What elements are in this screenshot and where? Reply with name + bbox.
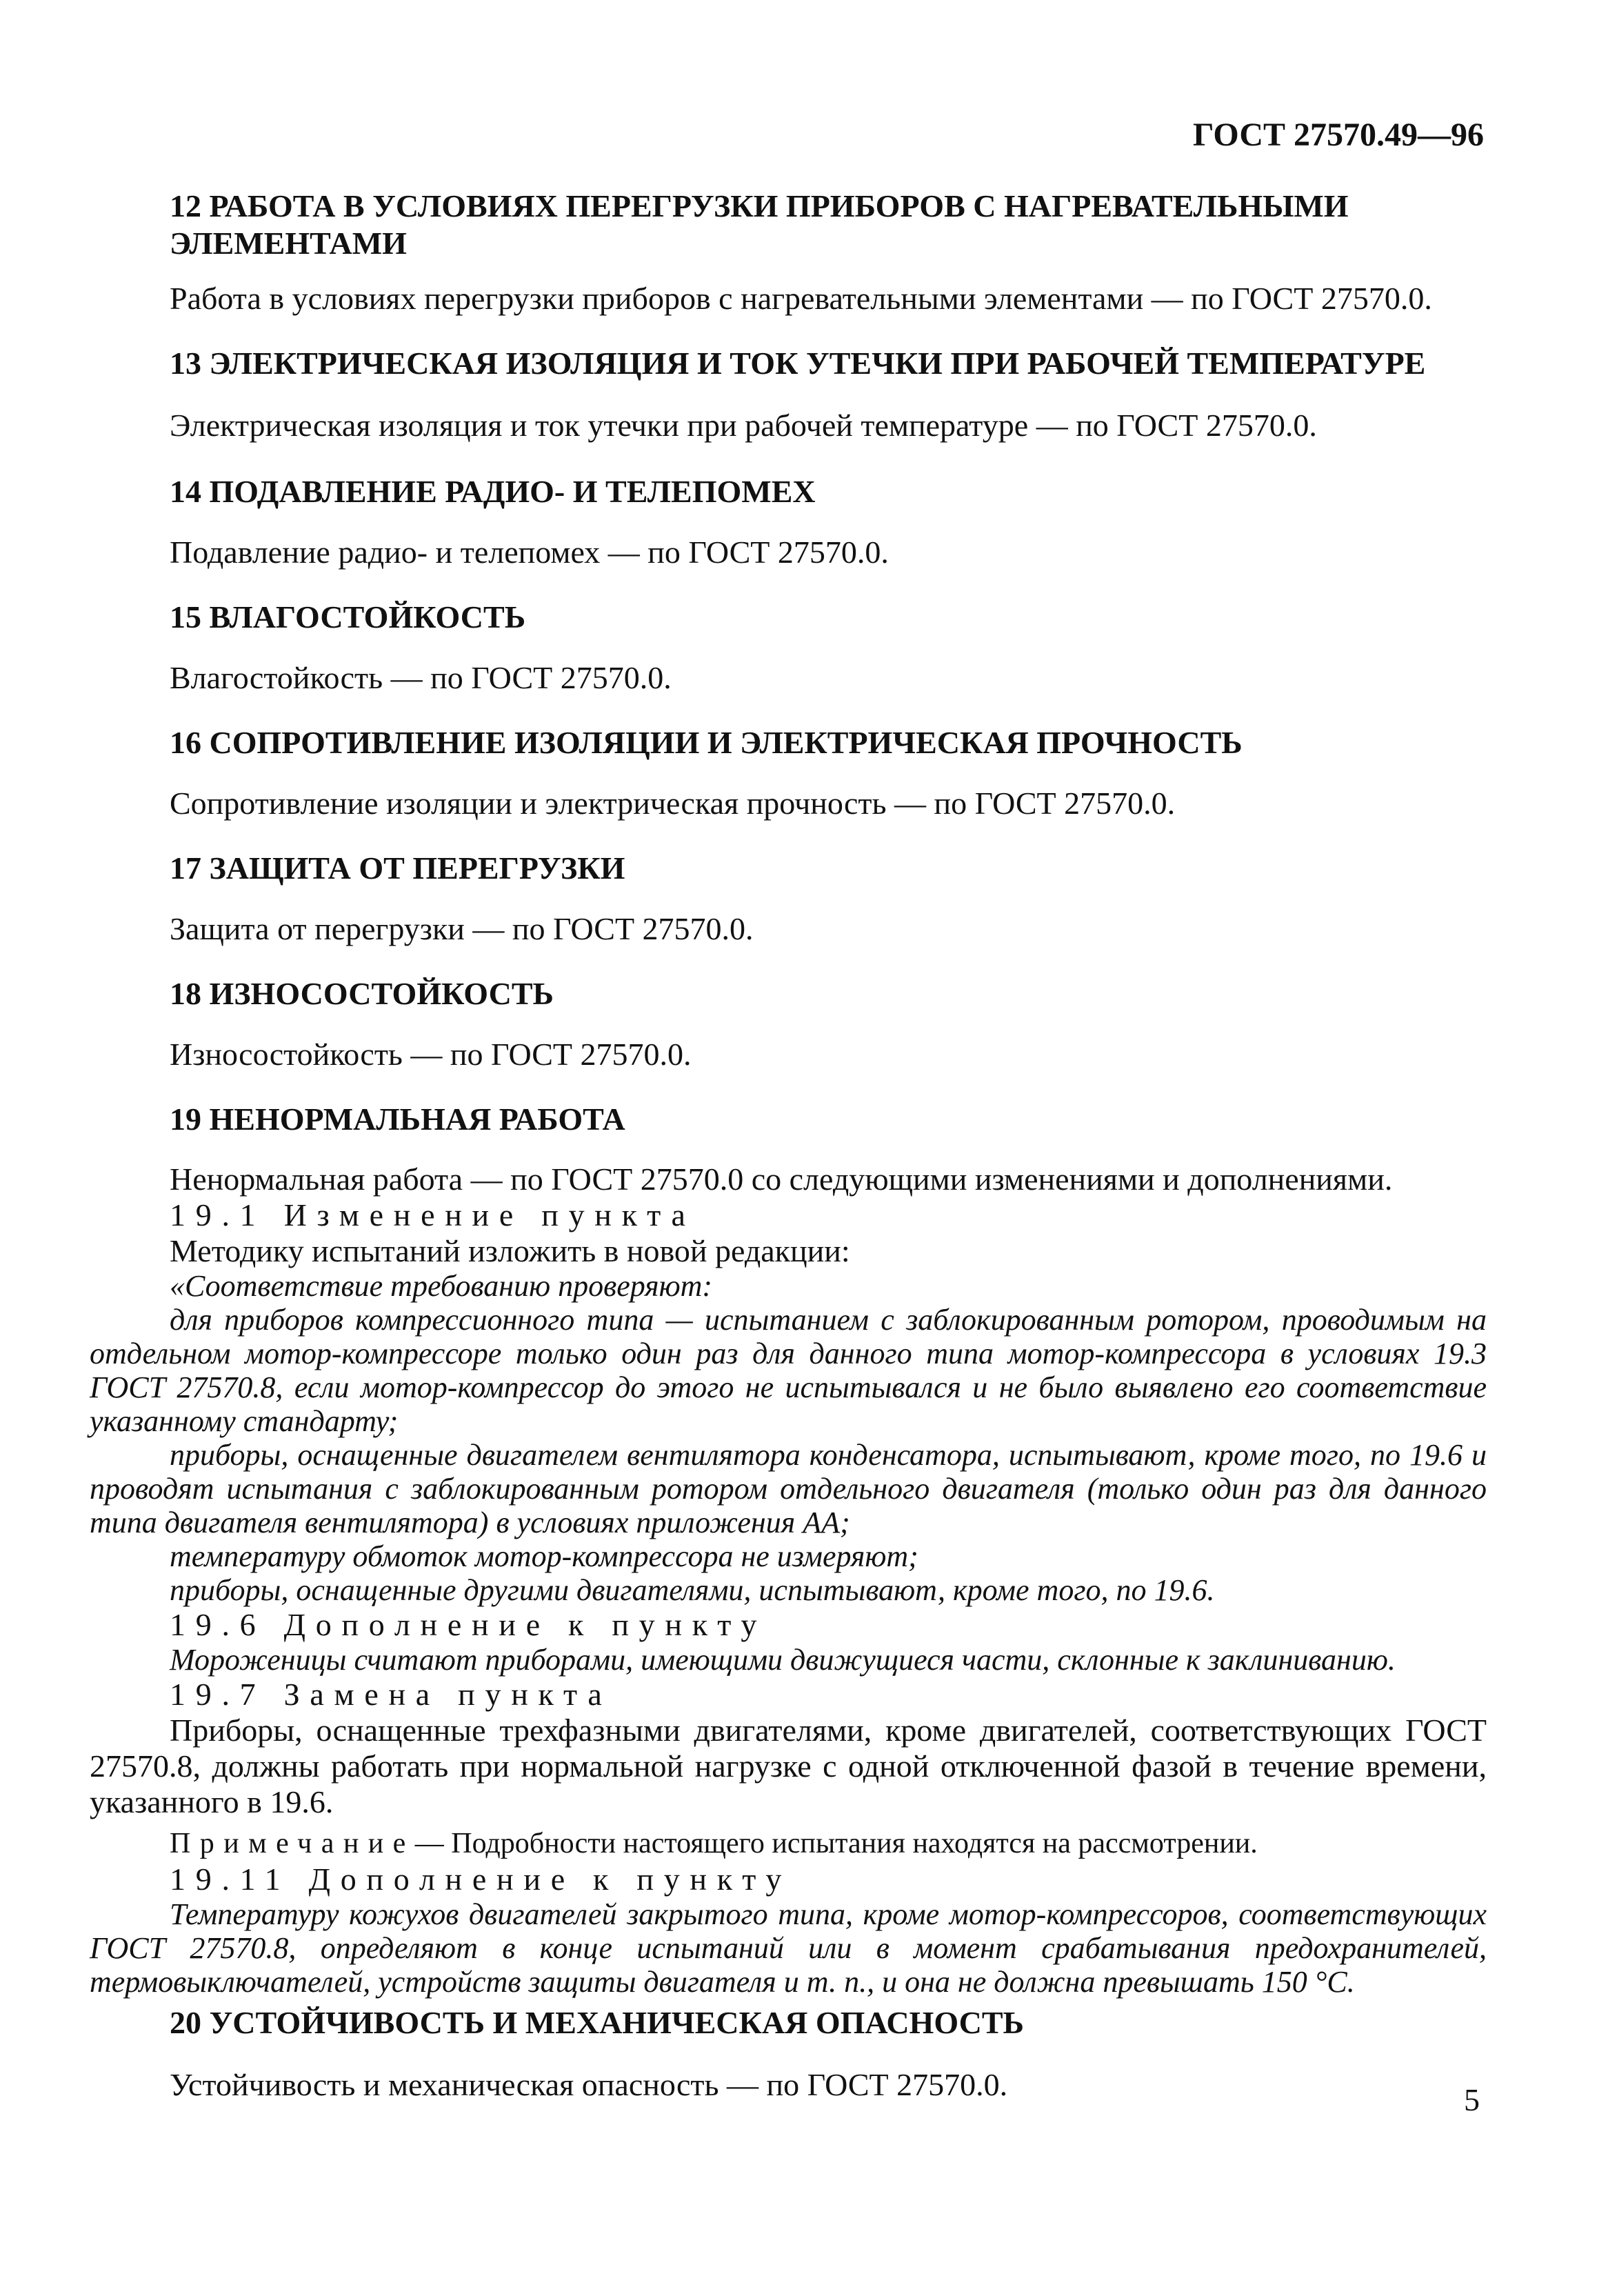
section-15-body: [170, 659, 1487, 697]
section-14-title: 14 ПОДАВЛЕНИЕ РАДИО- И ТЕЛЕПОМЕХ: [170, 474, 816, 509]
section-12: [170, 188, 1487, 262]
clause-19-1-quote-open: «Соответствие требованию проверяют:: [170, 1269, 713, 1303]
section-14: [170, 473, 1487, 510]
section-18: [170, 975, 1487, 1012]
section-20-text: Устойчивость и механическая опасность — по ГОСТ 27570.0.: [170, 2067, 1008, 2102]
section-20-title: 20 УСТОЙЧИВОСТЬ И МЕХАНИЧЕСКАЯ ОПАСНОСТЬ: [170, 2005, 1024, 2040]
section-12-title-line2: ЭЛЕМЕНТАМИ: [170, 226, 407, 261]
clause-19-7-label: 19.7 Замена пункта: [170, 1677, 612, 1712]
section-13-text: Электрическая изоляция и ток утечки при рабочей температуре — по ГОСТ 27570.0.: [170, 408, 1317, 443]
section-12-text: Работа в условиях перегрузки приборов с нагревательными элементами — по ГОСТ 27570.0.: [170, 281, 1432, 316]
section-16-title: 16 СОПРОТИВЛЕНИЕ ИЗОЛЯЦИИ И ЭЛЕКТРИЧЕСКАЯ ПРОЧНОСТЬ: [170, 725, 1243, 760]
clause-19-6-text: Мороженицы считают приборами, имеющими движущиеся части, склонные к заклиниванию.: [170, 1643, 1396, 1677]
section-17: [170, 850, 1487, 887]
clause-19-7-text: Приборы, оснащенные трехфазными двигателями, кроме двигателей, соответствующих ГОСТ 27570.8, должны работать при нормальной нагрузке с одной отключенной фазой в течение времени, указанного в 19.6.: [90, 1713, 1487, 1819]
note: [90, 1826, 1487, 1861]
section-20-body: [170, 2066, 1487, 2104]
section-19: [170, 1101, 1487, 1138]
section-19-intro: Ненормальная работа — по ГОСТ 27570.0 со следующими изменениями и дополнениями.: [170, 1161, 1393, 1197]
section-14-text: Подавление радио- и телепомех — по ГОСТ 27570.0.: [170, 535, 889, 570]
note-text: — Подробности настоящего испытания находятся на рассмотрении.: [414, 1828, 1258, 1859]
section-17-text: Защита от перегрузки — по ГОСТ 27570.0.: [170, 911, 754, 946]
section-18-body: [170, 1036, 1487, 1073]
section-18-text: Износостойкость — по ГОСТ 27570.0.: [170, 1037, 692, 1072]
section-13-body: [170, 407, 1487, 444]
page-number: 5: [1464, 2082, 1480, 2117]
clause-19-1-para-2: приборы, оснащенные двигателем вентилятора конденсатора, испытывают, кроме того, по 19.6 и проводят испытания с заблокированным ротором отдельного двигателя (только один раз для данного типа двигателя вентилятора) в условиях приложения АА;: [90, 1438, 1487, 1539]
section-15-title: 15 ВЛАГОСТОЙКОСТЬ: [170, 599, 526, 635]
section-16-text: Сопротивление изоляции и электрическая прочность — по ГОСТ 27570.0.: [170, 786, 1176, 821]
clause-19-1-para-3: температуру обмоток мотор-компрессора не измеряют;: [170, 1539, 918, 1573]
clause-19-11-label: 19.11 Дополнение к пункту: [170, 1861, 792, 1897]
section-16: [170, 724, 1487, 761]
section-12-body: [170, 280, 1487, 317]
clause-19-1-method: Методику испытаний изложить в новой редакции:: [170, 1233, 850, 1268]
section-15-text: Влагостойкость — по ГОСТ 27570.0.: [170, 660, 672, 695]
section-14-body: [170, 534, 1487, 571]
section-17-title: 17 ЗАЩИТА ОТ ПЕРЕГРУЗКИ: [170, 850, 625, 886]
section-19-title: 19 НЕНОРМАЛЬНАЯ РАБОТА: [170, 1101, 625, 1137]
clause-19-1-label: 19.1 Изменение пункта: [170, 1197, 696, 1232]
section-13-title: 13 ЭЛЕКТРИЧЕСКАЯ ИЗОЛЯЦИЯ И ТОК УТЕЧКИ ПРИ РАБОЧЕЙ ТЕМПЕРАТУРЕ: [170, 346, 1426, 381]
section-12-title-line1: 12 РАБОТА В УСЛОВИЯХ ПЕРЕГРУЗКИ ПРИБОРОВ С НАГРЕВАТЕЛЬНЫМИ: [170, 188, 1349, 223]
note-label: Примечание: [170, 1828, 415, 1859]
section-17-body: [170, 910, 1487, 948]
section-19-body: [90, 1161, 1487, 1999]
clause-19-6-label: 19.6 Дополнение к пункту: [170, 1607, 767, 1642]
section-13: [170, 345, 1487, 382]
clause-19-11-text: Температуру кожухов двигателей закрытого типа, кроме мотор-компрессоров, соответствующих ГОСТ 27570.8, определяют в конце испытаний или в момент срабатывания предохранителей, термовыключателей, устройств защиты двигателя и т. п., и она не должна превышать 150 °С.: [90, 1897, 1487, 1999]
section-16-body: [170, 785, 1487, 822]
clause-19-1-para-4: приборы, оснащенные другими двигателями, испытывают, кроме того, по 19.6.: [170, 1573, 1215, 1607]
document-number-header: ГОСТ 27570.49—96: [1193, 117, 1484, 153]
section-15: [170, 599, 1487, 636]
clause-19-1-para-1: для приборов компрессионного типа — испытанием с заблокированным ротором, проводимым на отдельном мотор-компрессоре только один раз для данного типа мотор-компрессора в условиях 19.3 ГОСТ 27570.8, если мотор-компрессор до этого не испытывался и не было выявлено его соответствие указанному стандарту;: [90, 1303, 1487, 1438]
section-20: [170, 2004, 1487, 2042]
section-18-title: 18 ИЗНОСОСТОЙКОСТЬ: [170, 976, 554, 1011]
